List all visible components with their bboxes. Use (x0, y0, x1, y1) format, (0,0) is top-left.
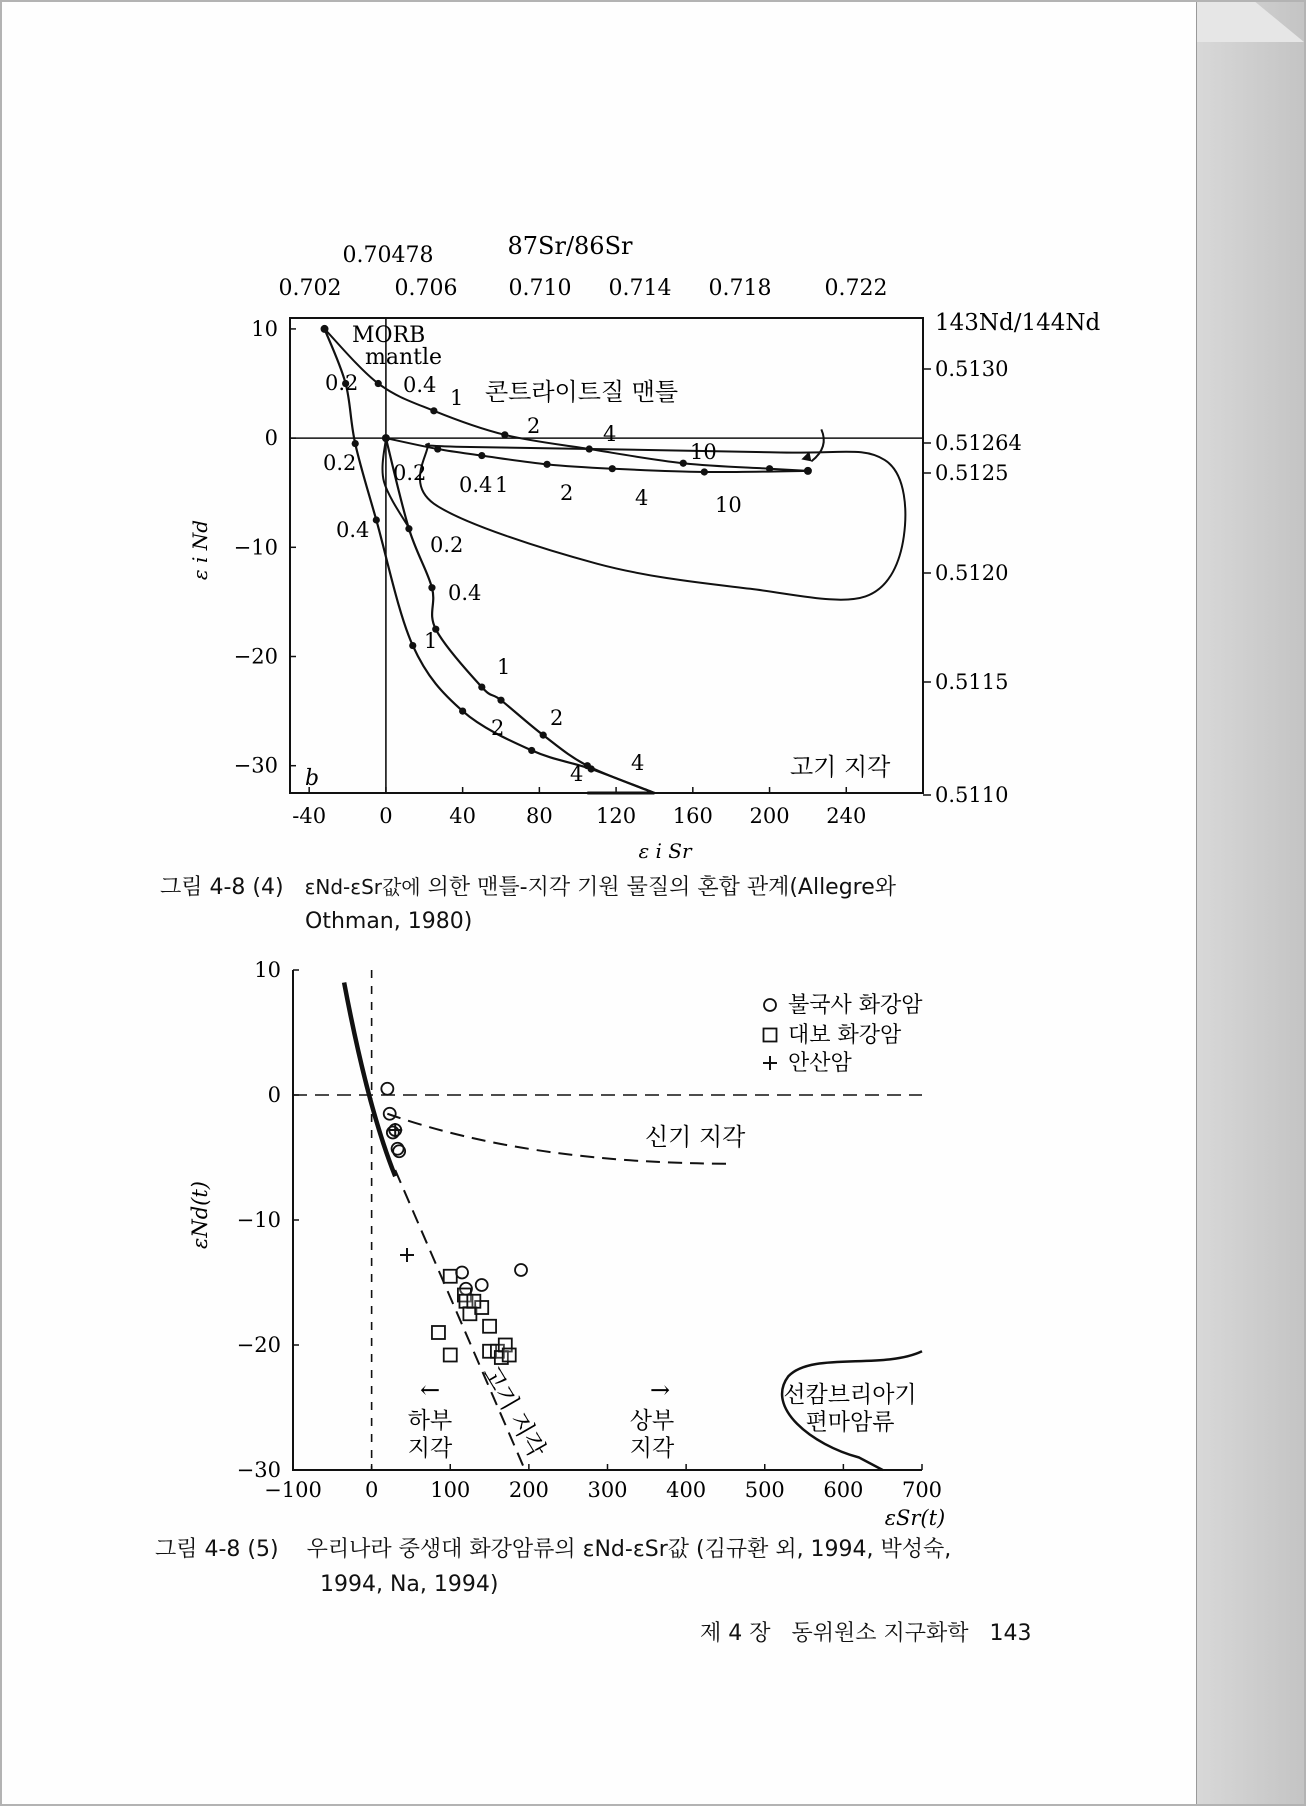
mixing-ratio-label: 2 (491, 716, 505, 740)
y-axis-label: εNd(t) (188, 1181, 212, 1249)
footer-chapter: 제 4 장 (700, 1621, 771, 1646)
point-bulguksa-granite (456, 1267, 468, 1279)
y-tick-label: −20 (233, 644, 278, 669)
lower-crust-arrow: ← (419, 1376, 441, 1404)
x-tick-label: 240 (826, 804, 867, 828)
right-axis-tick-label: 0.5115 (935, 670, 1009, 694)
label-young-crust: 신기 지각 (645, 1123, 746, 1151)
y-tick-label: −10 (236, 1208, 281, 1232)
point-andesite (388, 1123, 402, 1137)
mixing-ratio-label: 0.2 (430, 533, 464, 557)
label-lower-crust: 하부 지각 (407, 1408, 453, 1462)
mixing-ratio-label: 1 (424, 629, 438, 653)
x-tick-label: 700 (901, 1478, 943, 1502)
label-precambrian-gneiss: 선캄브리아기 편마암류 (783, 1382, 917, 1436)
point-daebo-granite (444, 1349, 457, 1362)
figure1-caption-line2: Othman, 1980) (305, 909, 473, 934)
point-bulguksa-granite (381, 1083, 393, 1095)
point-daebo-granite (444, 1270, 457, 1283)
x-tick-label: 100 (430, 1478, 471, 1502)
point-daebo-granite (432, 1326, 445, 1339)
right-axis-tick-label: 0.5125 (935, 461, 1009, 485)
point-daebo-granite (503, 1349, 516, 1362)
x-tick-label: 300 (587, 1478, 628, 1502)
mixing-ratio-label: 2 (560, 481, 574, 505)
x-tick-label: 200 (508, 1478, 549, 1502)
y-tick-label: −10 (233, 535, 278, 560)
legend-label: 불국사 화강암 (788, 993, 923, 1018)
figure2-caption-label: 그림 4-8 (5) (155, 1537, 279, 1562)
legend-plus-icon (763, 1056, 777, 1070)
x-tick-label: 120 (596, 804, 637, 828)
point-bulguksa-granite (476, 1279, 488, 1291)
x-axis-label: εSr(t) (884, 1506, 946, 1530)
right-axis-tick-label: 0.5110 (935, 783, 1009, 807)
label-upper-crust: 상부 지각 (629, 1408, 675, 1462)
legend-label: 대보 화강암 (788, 1023, 902, 1048)
mixing-ratio-label: 0.4 (336, 518, 370, 542)
point-daebo-granite (467, 1295, 480, 1308)
mixing-ratio-label: 4 (631, 751, 645, 775)
mixing-ratio-label: 10 (715, 493, 742, 517)
label-old-crust: 고기 지각 (476, 1361, 552, 1462)
footer (700, 1616, 1031, 1647)
mixing-ratio-label: 0.2 (323, 451, 357, 475)
mixing-ratio-label: 10 (690, 440, 717, 464)
mixing-ratio-label: 1 (495, 473, 509, 497)
figure2-caption (155, 1532, 951, 1563)
mixing-ratio-label: 0.4 (403, 373, 437, 397)
figure2-caption-line2: 1994, Na, 1994) (320, 1572, 499, 1597)
right-axis-label: 143Nd/144Nd (935, 310, 1101, 336)
legend-label: 안산암 (788, 1051, 852, 1076)
mixing-ratio-label: 0.4 (448, 581, 482, 605)
x-axis-label: ε i Sr (638, 839, 692, 863)
footer-title: 동위원소 지구화학 (791, 1621, 969, 1646)
mixing-ratio-label: 4 (635, 486, 649, 510)
mixing-ratio-label: 1 (497, 655, 511, 679)
top-axis-tick-label: 0.710 (508, 276, 572, 301)
point-bulguksa-granite (515, 1264, 527, 1276)
page-number: 143 (989, 1621, 1032, 1646)
x-tick-label: −100 (264, 1478, 322, 1502)
y-axis-label: ε i Nd (188, 519, 212, 581)
mixing-ratio-label: 4 (603, 422, 617, 446)
right-axis-tick-label: 0.51264 (935, 431, 1022, 455)
point-daebo-granite (483, 1320, 496, 1333)
label-mantle: mantle (365, 345, 443, 370)
x-tick-label: 400 (666, 1478, 707, 1502)
top-axis-tick-label: 0.714 (608, 276, 672, 301)
mixing-ratio-label: 4 (570, 762, 584, 786)
figure1-caption-text: 의한 맨틀-지각 기원 물질의 혼합 관계(Allegre와 (427, 875, 897, 900)
y-tick-label: 0 (264, 426, 278, 451)
upper-crust-arrow: → (649, 1376, 671, 1404)
y-tick-label: 10 (254, 958, 281, 982)
x-tick-label: 40 (449, 804, 477, 828)
mixing-ratio-label: 2 (527, 414, 541, 438)
label-morb: MORB (352, 323, 426, 348)
legend-square-icon (764, 1029, 777, 1042)
top-axis-tick-label: 0.706 (394, 276, 458, 301)
top-axis-tick-label: 0.722 (824, 276, 888, 301)
y-tick-label: 10 (251, 316, 278, 341)
y-tick-label: −30 (233, 753, 278, 778)
x-tick-label: 80 (525, 804, 553, 828)
mantle-array-line (344, 983, 395, 1177)
label-old-crust: 고기 지각 (790, 753, 891, 781)
figure1-caption-formula: εNd-εSr값에 (304, 875, 421, 899)
right-axis-tick-label: 0.5120 (935, 561, 1009, 585)
y-tick-label: −20 (236, 1333, 281, 1357)
x-tick-label: 0 (364, 1478, 379, 1502)
panel-label: b (305, 766, 320, 791)
x-tick-label: 200 (749, 804, 790, 828)
legend-circle-icon (764, 999, 776, 1011)
x-tick-label: 600 (823, 1478, 864, 1502)
right-axis-tick-label: 0.5130 (935, 357, 1009, 381)
mixing-ratio-label: 2 (550, 706, 564, 730)
top-axis-label: 87Sr/86Sr (507, 232, 633, 260)
top-axis-tick-label: 0.70478 (342, 243, 434, 268)
x-tick-label: -40 (292, 804, 327, 828)
mixing-ratio-label: 0.2 (393, 461, 427, 485)
y-tick-label: 0 (267, 1083, 281, 1107)
x-tick-label: 500 (744, 1478, 785, 1502)
top-axis-tick-label: 0.702 (278, 276, 342, 301)
x-tick-label: 160 (672, 804, 713, 828)
point-andesite (400, 1248, 414, 1262)
mixing-ratio-label: 1 (450, 386, 464, 410)
top-axis-tick-label: 0.718 (708, 276, 772, 301)
mixing-ratio-label: 0.4 (459, 473, 493, 497)
y-tick-label: −30 (236, 1458, 281, 1482)
figure1-caption-label: 그림 4-8 (4) (160, 875, 284, 900)
mixing-ratio-label: 0.2 (325, 371, 359, 395)
label-chondrite-mantle: 콘트라이트질 맨틀 (485, 378, 679, 406)
figure2-caption-text: 우리나라 중생대 화강암류의 εNd-εSr값 (김규환 외, 1994, 박성숙, (306, 1537, 952, 1562)
x-tick-label: 0 (379, 804, 393, 828)
